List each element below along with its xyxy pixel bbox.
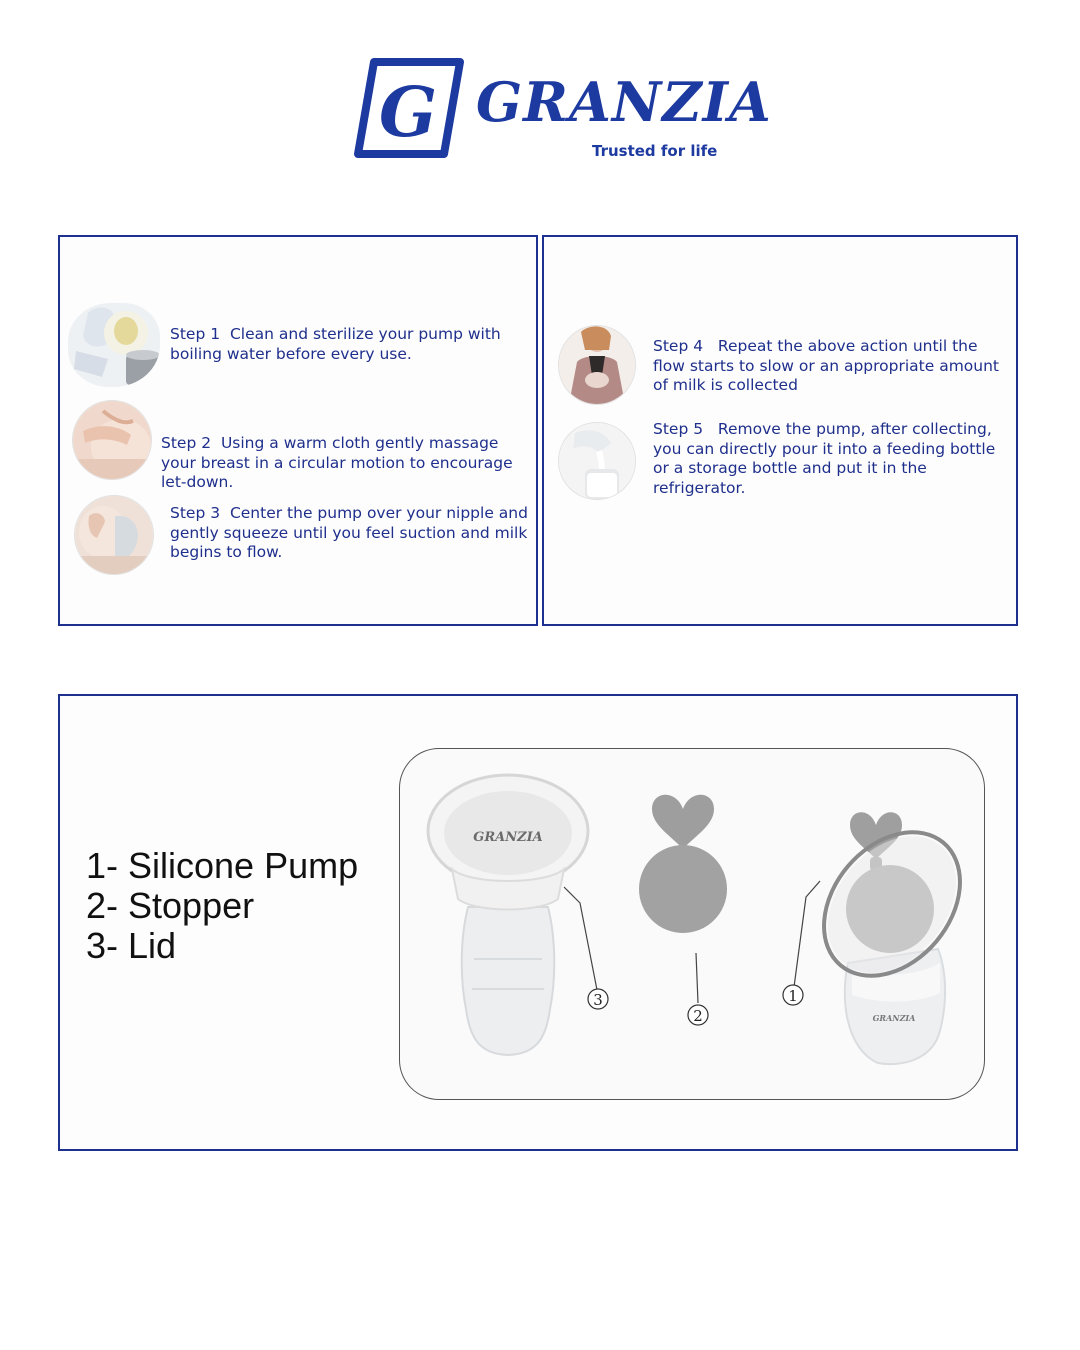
mother-photo: [558, 325, 636, 405]
step-4: [653, 337, 1005, 396]
pump-parts-illustration: [400, 749, 984, 1099]
brand-logo: [352, 58, 772, 162]
step-3-label: Step 3: [170, 504, 221, 522]
step-2-text: Using a warm cloth gently massage your breast in a circular motion to encourage let-down.: [161, 434, 513, 491]
step-3: [170, 504, 530, 563]
pour-photo: [558, 422, 636, 500]
parts-panel: [58, 694, 1018, 1151]
logo-letter: G: [378, 73, 438, 153]
parts-list: [86, 846, 358, 966]
granzia-logo-icon: [352, 58, 464, 158]
step-5-text: Remove the pump, after collecting, you can directly pour it into a feeding bottle or a storage bottle and put it in the refrigerator.: [653, 420, 996, 497]
assembled-pump-illustration: [796, 805, 984, 1064]
step-4-label: Step 4: [653, 337, 704, 355]
brand-name: GRANZIA: [476, 70, 772, 134]
callout-1: 1: [788, 987, 798, 1005]
brand-tagline: Trusted for life: [592, 142, 718, 160]
step-2: [161, 434, 533, 493]
step-4-text: Repeat the above action until the flow starts to slow or an appropriate amount of milk is collected: [653, 337, 999, 394]
pump-brand-text: GRANZIA: [872, 1013, 916, 1023]
sterilize-photo: [68, 303, 160, 387]
step-1: [170, 325, 530, 364]
part-3: 3- Lid: [86, 925, 177, 966]
step-2-label: Step 2: [161, 434, 212, 452]
massage-photo: [72, 400, 152, 480]
step-1-text: Clean and sterilize your pump with boiling water before every use.: [170, 325, 501, 363]
steps-panel-left: [58, 235, 538, 626]
callout-3: 3: [593, 991, 603, 1009]
step-5-label: Step 5: [653, 420, 704, 438]
steps-panel-right: [542, 235, 1018, 626]
lid-brand-text: GRANZIA: [473, 830, 543, 845]
stopper-illustration: [639, 795, 727, 933]
pump-photo: [74, 495, 154, 575]
step-5: [653, 420, 1005, 498]
part-2: 2- Stopper: [86, 885, 255, 926]
step-3-text: Center the pump over your nipple and gently squeeze until you feel suction and milk begins to flow.: [170, 504, 528, 561]
lid-illustration: [428, 775, 588, 1055]
parts-figure: [399, 748, 985, 1100]
part-1: 1- Silicone Pump: [86, 845, 359, 886]
callout-2: 2: [693, 1007, 703, 1025]
step-1-label: Step 1: [170, 325, 221, 343]
